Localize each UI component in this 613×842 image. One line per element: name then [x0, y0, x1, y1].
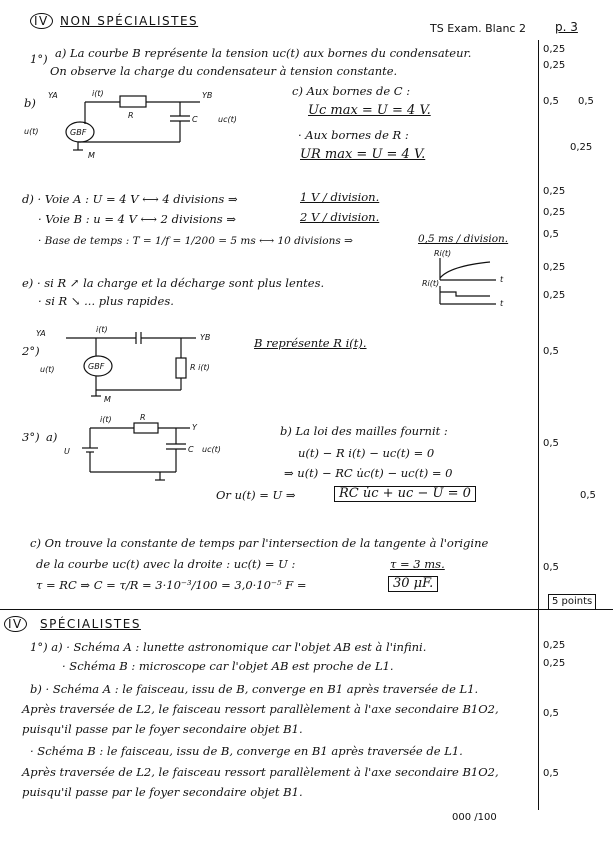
exam-title: TS Exam. Blanc 2 — [430, 22, 526, 35]
q1-number: 1°) — [30, 52, 48, 66]
q1-a-line1: a) La courbe B représente la tension uc(t) aux bornes du condensateur. — [55, 46, 472, 60]
mark: 0,25 — [543, 640, 566, 651]
c3-u: U — [64, 447, 70, 456]
q2-number: 2°) — [22, 344, 40, 358]
c2-ya: YA — [36, 329, 46, 338]
spec-b5: Après traversée de L2, le faisceau ressort parallèlement à l'axe secondaire B1O2, — [22, 765, 499, 779]
margin-rule — [538, 40, 539, 612]
spec-b1: b) · Schéma A : le faisceau, issu de B, converge en B1 après traversée de L1. — [30, 682, 479, 696]
c1-gbf: GBF — [70, 128, 87, 137]
q3-b-result-box: RC u̇c + uc − U = 0 — [334, 486, 476, 502]
q3-c-tau: τ = 3 ms. — [390, 557, 445, 571]
q1-b-label: b) — [24, 96, 36, 110]
q3-b-or: Or u(t) = U ⇒ — [216, 488, 296, 502]
mark: 0,5 — [543, 96, 559, 107]
margin-rule-lower — [538, 610, 539, 810]
q3-a-label: a) — [46, 430, 58, 444]
q1-e-t1: t — [500, 275, 504, 284]
mark: 0,25 — [543, 207, 566, 218]
q1-e-line1: e) · si R ↗ la charge et la décharge sont plus lentes. — [22, 276, 325, 290]
c3-c: C — [188, 445, 194, 454]
q1-ur-equation: UR max = U = 4 V. — [300, 147, 426, 162]
c3-y: Y — [192, 423, 197, 432]
c1-c: C — [192, 115, 198, 124]
mark: 0,5 — [543, 562, 559, 573]
mark: 0,5 — [543, 438, 559, 449]
c1-ut: u(t) — [24, 127, 39, 136]
c1-ya: YA — [48, 91, 58, 100]
q1-e-g1-label: Ri(t) — [434, 249, 452, 258]
c2-i: i(t) — [96, 325, 108, 334]
q3-c-line3: τ = RC ⇒ C = τ/R = 3·10⁻³/100 = 3,0·10⁻⁵ F = — [36, 578, 307, 592]
q1-r-label: · Aux bornes de R : — [298, 128, 409, 142]
page-number: p. 3 — [555, 20, 578, 34]
mark: 0,25 — [543, 290, 566, 301]
c2-ut: u(t) — [40, 365, 55, 374]
spec-a2: · Schéma B : microscope car l'objet AB est proche de L1. — [62, 659, 394, 673]
c3-i: i(t) — [100, 415, 112, 424]
q1-d-res2: 2 V / division. — [300, 210, 380, 224]
circuit-2 — [36, 326, 236, 406]
spec-b3: puisqu'il passe par le foyer secondaire objet B1. — [22, 722, 303, 736]
q2-text: B représente R i(t). — [254, 336, 367, 350]
q1-d-res3: 0,5 ms / division. — [418, 233, 509, 245]
mark: 0,25 — [543, 186, 566, 197]
spec-number: IV — [4, 616, 27, 632]
q1-d-line1: d) · Voie A : U = 4 V ⟷ 4 divisions ⇒ — [22, 192, 238, 206]
mark: 0,5 — [543, 768, 559, 779]
spec-title: SPÉCIALISTES — [40, 617, 141, 631]
mark: 0,25 — [543, 44, 566, 55]
c1-i: i(t) — [92, 89, 104, 98]
c2-gbf: GBF — [88, 362, 105, 371]
mark-side: 0,5 — [580, 490, 596, 501]
total-points: 5 points — [548, 594, 596, 610]
circuit-3 — [60, 414, 230, 494]
section-title: NON SPÉCIALISTES — [60, 14, 199, 28]
q3-c-line1: c) On trouve la constante de temps par l'intersection de la tangente à l'origine — [30, 536, 489, 550]
q3-number: 3°) — [22, 430, 40, 444]
q3-c-line2: de la courbe uc(t) avec la droite : uc(t) = U : — [36, 557, 296, 571]
q1-e-line2: · si R ↘ ... plus rapides. — [38, 294, 174, 308]
mark: 0,25 — [543, 60, 566, 71]
mark: 0,25 — [543, 658, 566, 669]
c2-yb: YB — [200, 333, 211, 342]
c1-m: M — [88, 151, 95, 160]
q1-d-line3: · Base de temps : T = 1/f = 1/200 = 5 ms ⟷ 10 divisions ⇒ — [38, 235, 353, 247]
mark: 0,5 — [543, 708, 559, 719]
mark: 0,25 — [543, 262, 566, 273]
spec-b2: Après traversée de L2, le faisceau ressort parallèlement à l'axe secondaire B1O2, — [22, 702, 499, 716]
c3-r: R — [140, 413, 146, 422]
c1-yb: YB — [202, 91, 213, 100]
spec-b6: puisqu'il passe par le foyer secondaire objet B1. — [22, 785, 303, 799]
mark: 0,5 — [543, 229, 559, 240]
q1-d-res1: 1 V / division. — [300, 190, 380, 204]
c2-rit: R i(t) — [190, 363, 210, 372]
q1-e-t2: t — [500, 299, 504, 308]
mark-side: 0,25 — [570, 142, 593, 153]
c3-uct: uc(t) — [202, 445, 221, 454]
c1-r: R — [128, 111, 134, 120]
q1-d-line2: · Voie B : u = 4 V ⟷ 2 divisions ⇒ — [38, 212, 236, 226]
q3-b-eq1: u(t) − R i(t) − uc(t) = 0 — [298, 446, 435, 460]
spec-a1: 1°) a) · Schéma A : lunette astronomique car l'objet AB est à l'infini. — [30, 640, 427, 654]
q3-b-eq2: ⇒ u(t) − RC u̇c(t) − uc(t) = 0 — [284, 466, 453, 480]
c2-m: M — [104, 395, 111, 404]
q3-c-result-box: 30 μF. — [388, 576, 438, 592]
section-number: IV — [30, 13, 53, 29]
mark: 0,5 — [543, 346, 559, 357]
mark-side: 0,5 — [578, 96, 594, 107]
c1-uct: uc(t) — [218, 115, 237, 124]
spec-b4: · Schéma B : le faisceau, issu de B, converge en B1 après traversée de L1. — [30, 744, 463, 758]
section-divider — [0, 609, 613, 610]
q1-a-line2: On observe la charge du condensateur à tension constante. — [50, 64, 398, 78]
circuit-1 — [24, 84, 237, 164]
q1-e-graphs — [422, 249, 510, 312]
q1-e-g2-label: Ri(t) — [422, 279, 440, 288]
q1-c-label: c) Aux bornes de C : — [292, 84, 411, 98]
q3-b-title: b) La loi des mailles fournit : — [280, 424, 448, 438]
q1-uc-equation: Uc max = U = 4 V. — [308, 103, 431, 118]
final-score: 000 /100 — [452, 812, 497, 823]
